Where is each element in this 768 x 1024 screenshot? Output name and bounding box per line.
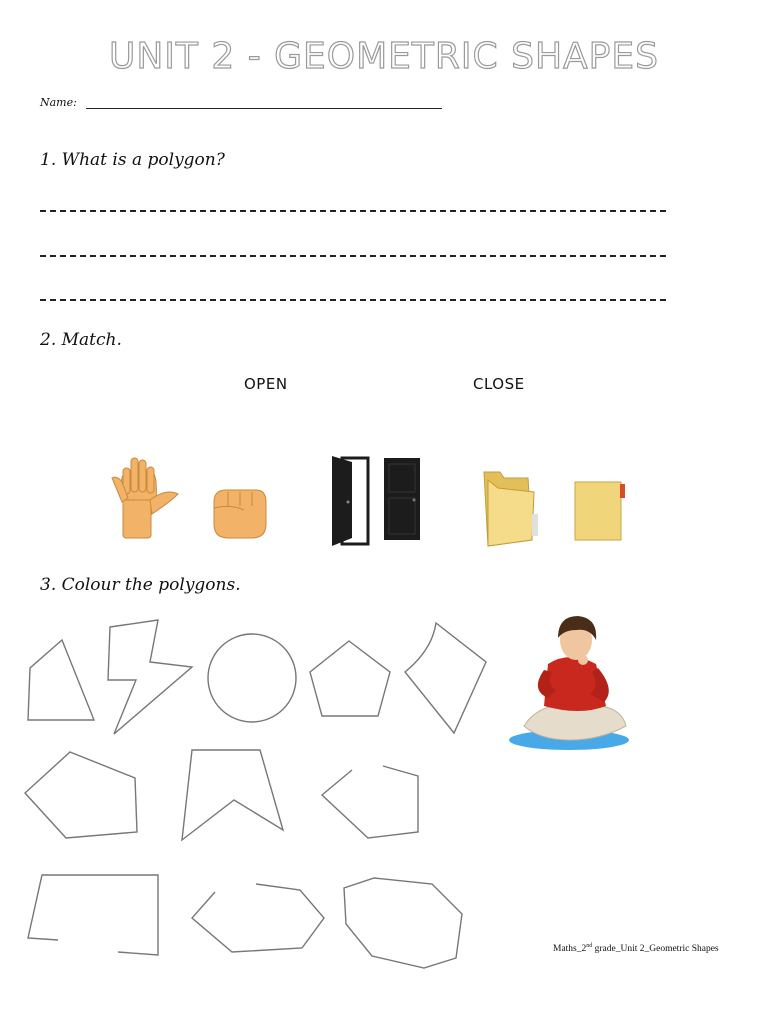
shape-pentagon[interactable] <box>310 641 390 716</box>
shape-open-hexagon[interactable] <box>192 884 324 952</box>
shape-curved-quadrilateral[interactable] <box>405 623 486 733</box>
question-1-label: 1. What is a polygon? <box>40 150 225 170</box>
open-hand-icon[interactable] <box>112 458 178 538</box>
thinking-boy-image <box>509 616 629 750</box>
open-folder-icon[interactable] <box>484 472 538 546</box>
shape-quadrilateral[interactable] <box>28 640 94 720</box>
name-label: Name: <box>40 96 77 109</box>
shape-octagon[interactable] <box>344 878 462 968</box>
fist-icon[interactable] <box>214 490 266 538</box>
shape-open-quadrilateral[interactable] <box>28 875 158 955</box>
shape-hexagon[interactable] <box>25 752 137 838</box>
word-close: CLOSE <box>473 375 525 393</box>
shape-circle[interactable] <box>208 634 296 722</box>
closed-folder-icon[interactable] <box>575 482 625 540</box>
word-open: OPEN <box>244 375 288 393</box>
shape-arrow-polygon[interactable] <box>182 750 283 840</box>
shape-open-heptagon[interactable] <box>322 766 418 838</box>
open-door-icon[interactable] <box>332 456 368 546</box>
closed-door-icon[interactable] <box>384 458 420 540</box>
question-2-label: 2. Match. <box>40 330 122 350</box>
shape-lightning[interactable] <box>108 620 192 734</box>
question-3-label: 3. Colour the polygons. <box>40 575 241 595</box>
page-title: UNIT 2 - GEOMETRIC SHAPES <box>109 36 659 77</box>
footer-text: Maths_2nd grade_Unit 2_Geometric Shapes <box>553 943 719 955</box>
